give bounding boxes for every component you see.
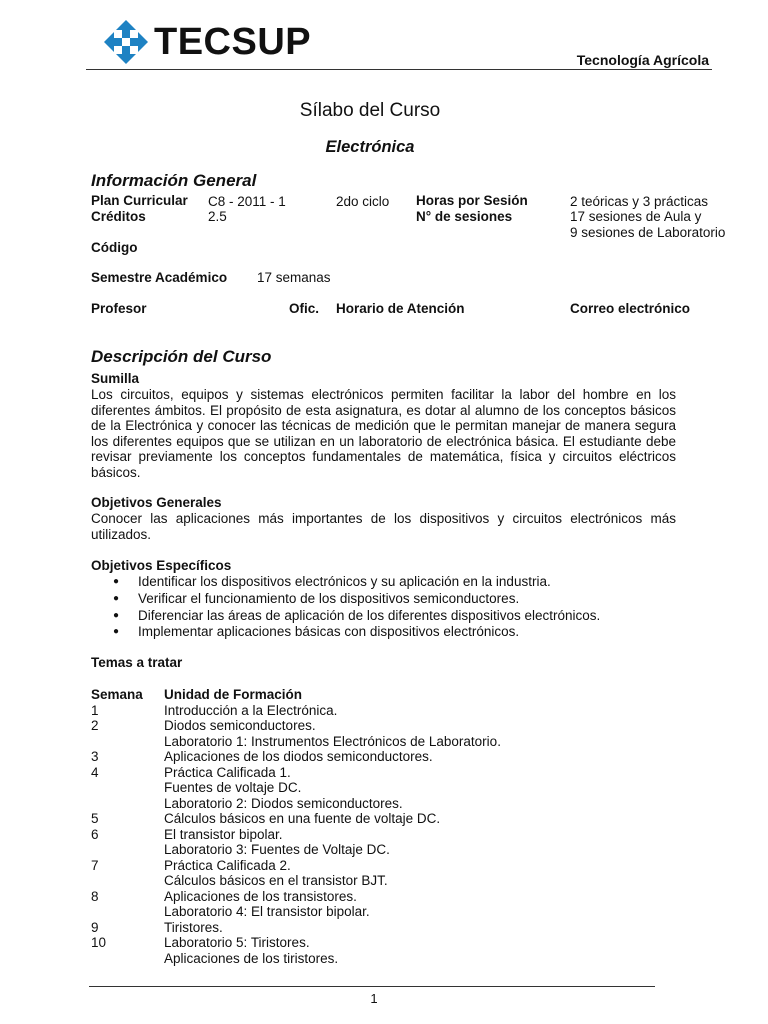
list-item: ● Implementar aplicaciones básicas con dispositivos electrónicos. — [113, 624, 600, 641]
plan-label: Plan Curricular — [91, 193, 188, 208]
unit-cell: Introducción a la Electrónica. — [164, 702, 338, 718]
creditos-value: 2.5 — [208, 209, 227, 224]
horas-value: 2 teóricas y 3 prácticas — [570, 194, 709, 209]
week-cell: 9 — [91, 919, 99, 935]
ofic-label: Ofic. — [289, 301, 320, 316]
unit-cell: Laboratorio 4: El transistor bipolar. — [164, 904, 370, 919]
unit-header: Unidad de Formación — [164, 687, 303, 702]
unit-cell: Fuentes de voltaje DC. — [164, 780, 302, 795]
week-cell: 10 — [91, 935, 107, 950]
header-divider — [86, 69, 712, 70]
horas-label: Horas por Sesión — [416, 193, 528, 208]
sumilla-text: Los circuitos, equipos y sistemas electrónicos permiten facilitar la labor del hombre en los diferentes ámbitos. El propósito de esta asignatura, es dotar al alumno de los conceptos básicos de la Electrónica y conocer las técnicas de medición que le permitan manejar de manera segura los diferentes equipos que se utilizan en un laboratorio de electrónica básica. El estudiante debe revisar previamente los conceptos fundamentales de matemática, física y circuitos eléctricos básicos. — [91, 387, 676, 480]
sesiones-label: N° de sesiones — [416, 209, 513, 224]
semestre-value: 17 semanas — [257, 270, 331, 285]
department-name: Tecnología Agrícola — [576, 52, 709, 68]
unit-cell: Aplicaciones de los tiristores. — [164, 950, 339, 966]
unit-cell: El transistor bipolar. — [164, 826, 283, 842]
objetivos-generales-text: Conocer las aplicaciones más importantes de los dispositivos y circuitos electrónicos más utilizados. — [91, 511, 676, 542]
objetivos-generales-label: Objetivos Generales — [91, 495, 222, 510]
course-name: Electrónica — [325, 138, 415, 156]
semestre-label: Semestre Académico — [91, 270, 228, 285]
week-cell: 3 — [91, 749, 99, 764]
footer-divider — [89, 986, 655, 987]
week-cell: 8 — [91, 888, 99, 904]
tecsup-logo — [102, 14, 322, 72]
unit-cell: Aplicaciones de los transistores. — [164, 888, 357, 904]
correo-label: Correo electrónico — [570, 301, 691, 316]
page-number: 1 — [370, 991, 378, 1006]
unit-cell: Tiristores. — [164, 919, 223, 935]
brand-name: TECSUP — [154, 21, 312, 63]
sesiones-value-1: 17 sesiones de Aula y — [570, 209, 702, 224]
temas-label: Temas a tratar — [91, 655, 183, 670]
unit-cell: Diodos semiconductores. — [164, 718, 316, 733]
plan-value: C8 - 2011 - 1 — [208, 194, 286, 209]
tecsup-logo-icon — [102, 18, 150, 66]
unit-cell: Práctica Calificada 1. — [164, 764, 291, 780]
week-header: Semana — [91, 687, 143, 702]
ciclo-value: 2do ciclo — [336, 194, 390, 209]
sumilla-label: Sumilla — [91, 371, 140, 386]
unit-cell: Aplicaciones de los diodos semiconductores. — [164, 749, 433, 764]
unit-cell: Práctica Calificada 2. — [164, 857, 291, 873]
unit-cell: Laboratorio 2: Diodos semiconductores. — [164, 795, 403, 811]
descripcion-heading: Descripción del Curso — [91, 347, 272, 366]
week-cell: 2 — [91, 718, 99, 733]
unit-cell: Laboratorio 5: Tiristores. — [164, 935, 310, 950]
codigo-label: Código — [91, 240, 138, 255]
objetivos-especificos-list — [113, 574, 600, 641]
list-item: ● Verificar el funcionamiento de los dispositivos semiconductores. — [113, 591, 600, 608]
week-cell: 4 — [91, 764, 99, 780]
profesor-label: Profesor — [91, 301, 147, 316]
unit-cell: Laboratorio 3: Fuentes de Voltaje DC. — [164, 842, 390, 857]
list-item: ● Identificar los dispositivos electrónicos y su aplicación en la industria. — [113, 574, 600, 591]
unit-cell: Cálculos básicos en el transistor BJT. — [164, 873, 388, 888]
document-title: Sílabo del Curso — [299, 100, 441, 121]
week-cell: 1 — [91, 702, 99, 718]
horario-label: Horario de Atención — [336, 301, 465, 316]
list-item: ● Diferenciar las áreas de aplicación de los diferentes dispositivos electrónicos. — [113, 608, 600, 625]
week-cell: 5 — [91, 811, 99, 826]
unit-cell: Laboratorio 1: Instrumentos Electrónicos de Laboratorio. — [164, 733, 501, 749]
info-heading: Información General — [91, 171, 257, 190]
unit-cell: Cálculos básicos en una fuente de voltaje DC. — [164, 811, 441, 826]
week-cell: 6 — [91, 826, 99, 842]
week-cell: 7 — [91, 857, 99, 873]
objetivos-especificos-label: Objetivos Específicos — [91, 558, 232, 573]
creditos-label: Créditos — [91, 209, 146, 224]
sesiones-value-2: 9 sesiones de Laboratorio — [570, 225, 726, 240]
